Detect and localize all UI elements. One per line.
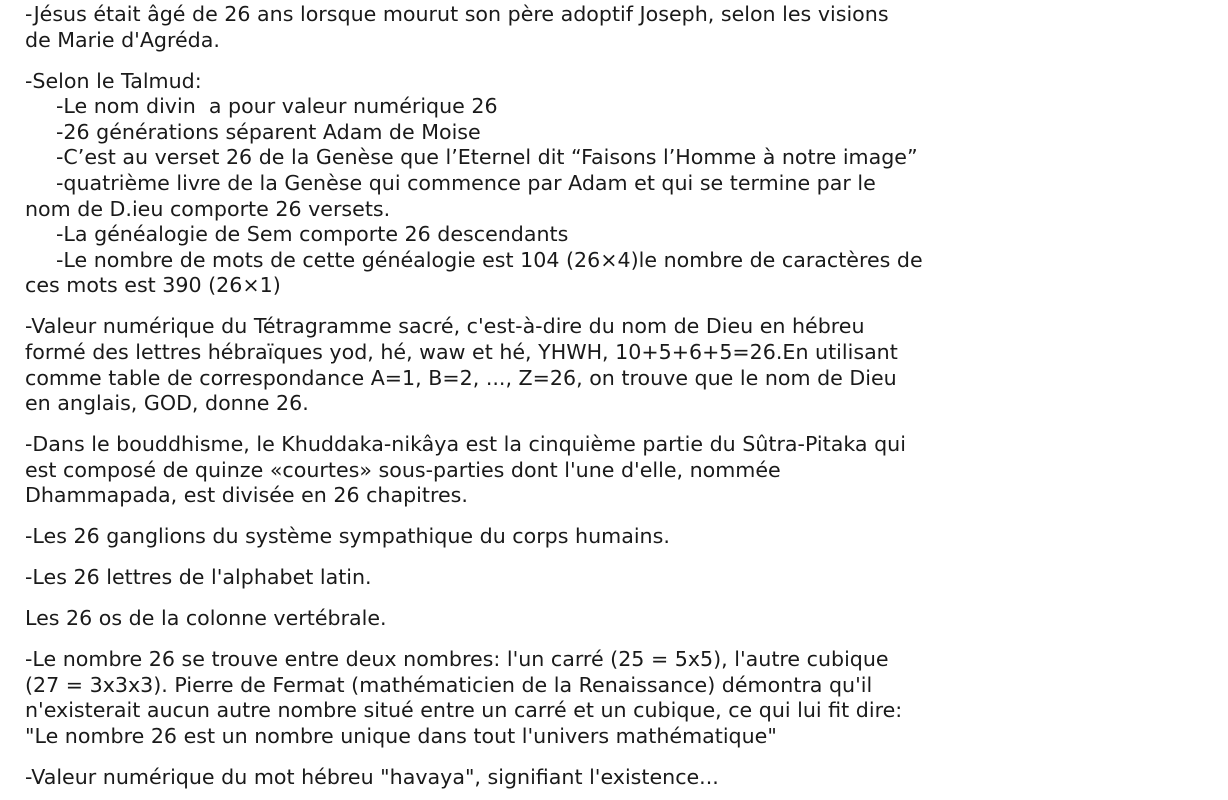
text-line: Dhammapada, est divisée en 26 chapitres. bbox=[25, 483, 468, 508]
text-line: -Les 26 ganglions du système sympathique du corps humains. bbox=[25, 524, 670, 549]
paragraph bbox=[25, 314, 1205, 416]
text-line: -Le nom divin a pour valeur numérique 26 bbox=[56, 94, 498, 119]
paragraph bbox=[25, 2, 1205, 53]
paragraph bbox=[25, 565, 1205, 591]
paragraph bbox=[25, 524, 1205, 550]
paragraph bbox=[25, 432, 1205, 509]
text-line: (27 = 3x3x3). Pierre de Fermat (mathématicien de la Renaissance) démontra qu'il bbox=[25, 672, 873, 697]
text-line: -Valeur numérique du Tétragramme sacré, c'est-à-dire du nom de Dieu en hébreu bbox=[25, 314, 865, 339]
text-line: nom de D.ieu comporte 26 versets. bbox=[25, 196, 391, 221]
text-line: Les 26 os de la colonne vertébrale. bbox=[25, 606, 387, 631]
text-line: -Valeur numérique du mot hébreu "havaya", signifiant l'existence... bbox=[25, 764, 719, 789]
text-line: "Le nombre 26 est un nombre unique dans tout l'univers mathématique" bbox=[25, 723, 777, 748]
paragraph bbox=[25, 765, 1205, 791]
text-line: comme table de correspondance A=1, B=2, ..., Z=26, on trouve que le nom de Dieu bbox=[25, 365, 897, 390]
text-line: -Le nombre 26 se trouve entre deux nombres: l'un carré (25 = 5x5), l'autre cubique bbox=[25, 647, 889, 672]
text-line: est composé de quinze «courtes» sous-parties dont l'une d'elle, nommée bbox=[25, 457, 781, 482]
text-line: -quatrième livre de la Genèse qui commence par Adam et qui se termine par le bbox=[56, 170, 876, 195]
text-line: -Jésus était âgé de 26 ans lorsque mourut son père adoptif Joseph, selon les visions bbox=[25, 2, 889, 26]
paragraph bbox=[25, 606, 1205, 632]
text-line: en anglais, GOD, donne 26. bbox=[25, 391, 309, 416]
text-line: de Marie d'Agréda. bbox=[25, 27, 220, 52]
paragraph bbox=[25, 69, 1205, 299]
text-line: -C’est au verset 26 de la Genèse que l’Eternel dit “Faisons l’Homme à notre image” bbox=[56, 145, 918, 170]
document-body bbox=[25, 2, 1205, 791]
text-line: -La généalogie de Sem comporte 26 descendants bbox=[56, 222, 569, 247]
text-line: formé des lettres hébraïques yod, hé, waw et hé, YHWH, 10+5+6+5=26.En utilisant bbox=[25, 339, 898, 364]
text-line: -Le nombre de mots de cette généalogie est 104 (26×4)le nombre de caractères de bbox=[56, 247, 923, 272]
text-line: n'existerait aucun autre nombre situé entre un carré et un cubique, ce qui lui fit dire: bbox=[25, 698, 903, 723]
paragraph bbox=[25, 647, 1205, 749]
text-line: ces mots est 390 (26×1) bbox=[25, 273, 281, 298]
text-line: -Selon le Talmud: bbox=[25, 68, 202, 93]
text-line: -Dans le bouddhisme, le Khuddaka-nikâya est la cinquième partie du Sûtra-Pitaka qui bbox=[25, 432, 906, 457]
text-line: -Les 26 lettres de l'alphabet latin. bbox=[25, 565, 372, 590]
text-line: -26 générations séparent Adam de Moise bbox=[56, 119, 481, 144]
